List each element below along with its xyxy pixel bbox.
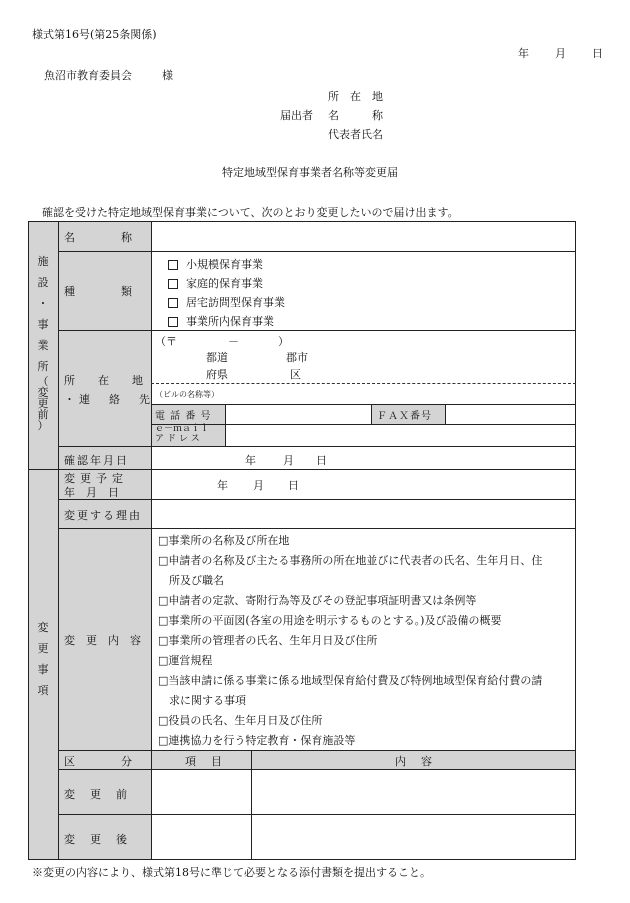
change-item-5[interactable]: □事業所の管理者の氏名、生年月日及び住所 (158, 634, 378, 647)
division-label: 区 分 (64, 755, 140, 768)
facility-section-label: 施 設 ・ 事 業 所 （ 変 更 前 ） (37, 255, 49, 432)
change-item-1[interactable]: □事業所の名称及び所在地 (158, 534, 290, 547)
reason-field[interactable] (152, 500, 575, 527)
type-option-home[interactable]: 家庭的保育事業 (168, 275, 263, 291)
email-label-2: アドレス (155, 434, 203, 444)
change-item-3[interactable]: □申請者の定款、寄附行為等及びその登記事項証明書又は条例等 (158, 594, 477, 607)
change-item-9[interactable]: □連携協力を行う特定教育・保育施設等 (158, 734, 356, 747)
date-month: 月 (555, 47, 566, 60)
fax-label: ＦＡＸ番号 (377, 411, 432, 422)
divider (58, 330, 576, 331)
date-day: 日 (592, 47, 603, 60)
before-content-field[interactable] (252, 770, 575, 813)
confirm-date-label: 確認年月日 (64, 454, 129, 467)
form-number: 様式第16号(第25条関係) (32, 28, 157, 41)
planned-date-year: 年 (217, 479, 228, 492)
item-header: 項 目 (185, 755, 224, 768)
divider (151, 383, 576, 384)
change-item-7[interactable]: □当該申請に係る事業に係る地域型保育給付費及び特例地域型保育給付費の請 (158, 674, 543, 687)
type-option-workplace[interactable]: 事業所内保育事業 (168, 313, 274, 329)
before-label: 変 更 前 (64, 788, 129, 801)
facility-type-label: 種 類 (64, 285, 140, 298)
planned-date-label-2: 年 月 日 (64, 486, 119, 499)
change-item-8[interactable]: □役員の氏名、生年月日及び住所 (158, 714, 323, 727)
prefecture-label-1: 都道 (206, 351, 228, 364)
date-year: 年 (518, 47, 529, 60)
postal-dash: － (228, 335, 239, 348)
facility-name-field[interactable] (151, 221, 576, 251)
planned-date-month: 月 (253, 479, 264, 492)
addressee: 魚沼市教育委員会 (44, 69, 132, 82)
divider (58, 528, 576, 529)
city-label-1: 郡市 (286, 351, 308, 364)
planned-date-day: 日 (288, 479, 299, 492)
building-label: （ビルの名称等） (155, 390, 219, 399)
checkbox-icon[interactable] (168, 317, 178, 327)
representative-label: 代表者氏名 (328, 128, 383, 141)
divider (58, 251, 576, 252)
confirm-date-day: 日 (316, 454, 327, 467)
postal-prefix: （〒 (155, 335, 177, 348)
divider (151, 221, 152, 859)
document-title: 特定地域型保育事業者名称等変更届 (222, 166, 398, 179)
prefecture-label-2: 府県 (206, 368, 228, 381)
fax-field[interactable] (446, 405, 575, 423)
intro-text: 確認を受けた特定地域型保育事業について、次のとおり変更したいので届け出ます。 (42, 206, 459, 219)
addressee-honorific: 様 (162, 69, 173, 82)
checkbox-icon[interactable] (168, 260, 178, 270)
planned-date-label-1: 変更予定 (64, 472, 128, 485)
after-item-field[interactable] (152, 815, 250, 858)
reason-label: 変更する理由 (64, 509, 142, 522)
facility-name-label: 名 称 (64, 231, 140, 244)
confirm-date-month: 月 (283, 454, 294, 467)
after-content-field[interactable] (252, 815, 575, 858)
tel-label: 電 話 番 号 (155, 411, 212, 422)
address-label: 所 在 地 (328, 90, 383, 103)
change-item-2-cont: 所及び職名 (158, 574, 224, 587)
notifier-label: 届出者 (280, 109, 313, 122)
name-label: 名 称 (328, 109, 383, 122)
change-item-7-cont: 求に関する事項 (158, 694, 246, 707)
divider (58, 446, 576, 447)
address-contact-label-1: 所 在 地 (64, 374, 149, 387)
confirm-date-year: 年 (245, 454, 256, 467)
divider (58, 221, 59, 859)
type-option-visit[interactable]: 居宅訪問型保育事業 (168, 294, 285, 310)
change-item-2[interactable]: □申請者の名称及び主たる事務所の所在地並びに代表者の氏名、生年月日、住 (158, 554, 543, 567)
footnote: ※変更の内容により、様式第18号に準じて必要となる添付書類を提出すること。 (32, 866, 431, 879)
checkbox-icon[interactable] (168, 298, 178, 308)
after-label: 変 更 後 (64, 833, 129, 846)
change-item-6[interactable]: □運営規程 (158, 654, 213, 667)
postal-close: ） (278, 335, 289, 348)
content-header: 内 容 (395, 755, 434, 768)
divider (58, 750, 576, 751)
checkbox-icon[interactable] (168, 279, 178, 289)
address-contact-label-2: ・連 絡 先 (64, 393, 154, 406)
email-field[interactable] (226, 425, 575, 445)
city-label-2: 区 (290, 368, 301, 381)
change-item-4[interactable]: □事業所の平面図(各室の用途を明示するものとする。)及び設備の概要 (158, 614, 502, 627)
tel-field[interactable] (226, 405, 370, 423)
divider (371, 404, 372, 424)
change-content-label: 変 更 内 容 (64, 634, 141, 647)
type-option-small[interactable]: 小規模保育事業 (168, 256, 263, 272)
before-item-field[interactable] (152, 770, 250, 813)
change-section-label: 変 更 事 項 (37, 621, 49, 697)
email-label-1: ｅ－ｍａｉｌ (155, 424, 210, 434)
